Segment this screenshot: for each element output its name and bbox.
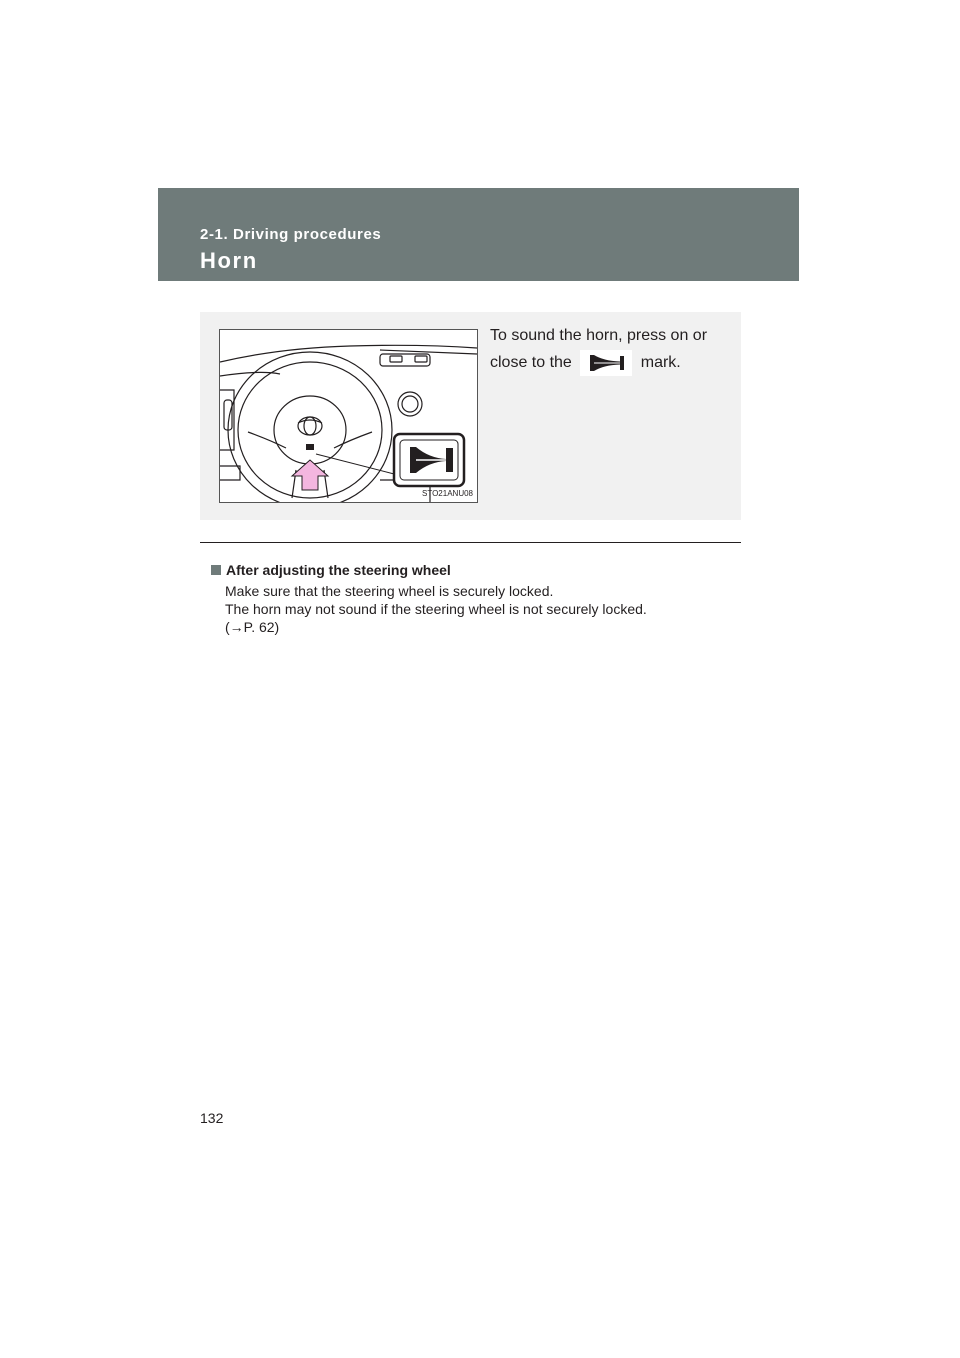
- note-line: The horn may not sound if the steering wheel is not securely locked.: [225, 601, 647, 617]
- horn-icon: [580, 350, 632, 376]
- section-label: 2-1. Driving procedures: [200, 226, 382, 243]
- note-section: [211, 561, 751, 636]
- steering-wheel-illustration: [219, 329, 478, 503]
- note-heading-text: After adjusting the steering wheel: [226, 562, 451, 578]
- note-body: [225, 582, 751, 636]
- illustration-code: STO21ANU08: [422, 489, 473, 498]
- page-title: Horn: [200, 248, 258, 273]
- instruction-text-after: mark.: [640, 354, 681, 371]
- square-bullet-icon: [211, 565, 221, 575]
- page-reference: (→P. 62): [225, 619, 280, 635]
- page-number: 132: [200, 1110, 224, 1126]
- horn-instruction: [490, 322, 730, 376]
- instruction-text-before: To sound the horn, press on or close to the: [490, 327, 708, 371]
- steering-wheel-drawing: [220, 330, 477, 502]
- header-band: [158, 188, 799, 281]
- note-line: Make sure that the steering wheel is securely locked.: [225, 583, 554, 599]
- note-heading: [211, 561, 751, 579]
- instruction-panel: [200, 312, 741, 520]
- section-divider: [200, 542, 741, 543]
